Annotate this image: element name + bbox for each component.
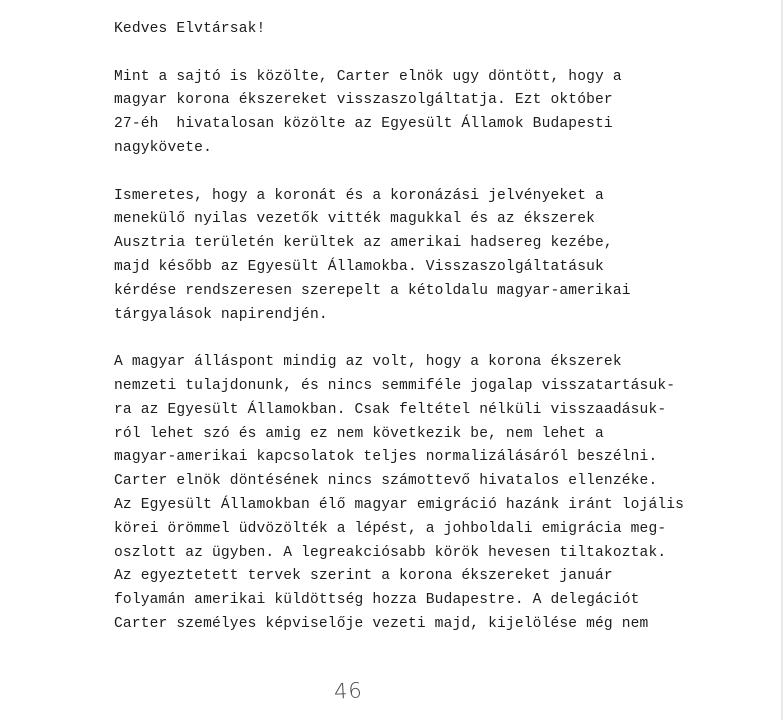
text-line: 27-éh hivatalosan közölte az Egyesült Államok Budapesti [114, 116, 613, 133]
text-line: Ismeretes, hogy a koronát és a koronázási jelvényeket a [114, 187, 604, 204]
text-line: oszlott az ügyben. A legreakciósabb körök hevesen tiltakoztak. [114, 544, 667, 561]
text-line: Az egyeztetett tervek szerint a korona ékszereket január [114, 568, 613, 585]
text-line: Mint a sajtó is közölte, Carter elnök ugy döntött, hogy a [114, 68, 622, 85]
handwritten-page-number: 46 [333, 678, 364, 704]
paragraph-1 [114, 66, 754, 161]
paragraph-2 [114, 185, 754, 328]
text-line: tárgyalások napirendjén. [114, 306, 328, 323]
text-line: kérdése rendszeresen szerepelt a kétoldalu magyar-amerikai [114, 282, 631, 299]
text-line: magyar korona ékszereket visszaszolgáltatja. Ezt október [114, 92, 613, 109]
text-line: Az Egyesült Államokban élő magyar emigráció hazánk iránt lojális [114, 496, 685, 513]
text-line: nagykövete. [114, 139, 212, 156]
text-line: Carter elnök döntésének nincs számottevő hivatalos ellenzéke. [114, 473, 658, 490]
text-line: körei örömmel üdvözölték a lépést, a johboldali emigrácia meg- [114, 520, 667, 537]
text-line: ra az Egyesült Államokban. Csak feltétel nélküli visszaadásuk- [114, 401, 667, 418]
salutation [114, 18, 754, 42]
text-line: Kedves Elvtársak! [114, 21, 266, 37]
typewritten-text [114, 18, 754, 661]
text-line: ról lehet szó és amig ez nem következik be, nem lehet a [114, 425, 604, 442]
paragraph-3 [114, 351, 754, 637]
text-line: magyar-amerikai kapcsolatok teljes normalizálásáról beszélni. [114, 449, 658, 466]
text-line: folyamán amerikai küldöttség hozza Budapestre. A delegációt [114, 592, 640, 609]
text-line: Ausztria területén kerültek az amerikai hadsereg kezébe, [114, 235, 613, 252]
text-line: menekülő nyilas vezetők vitték magukkal és az ékszerek [114, 211, 596, 228]
text-line: majd később az Egyesült Államokba. Visszaszolgáltatásuk [114, 258, 604, 275]
text-line: nemzeti tulajdonunk, és nincs semmiféle jogalap visszatartásuk- [114, 377, 676, 394]
text-line: A magyar álláspont mindig az volt, hogy a korona ékszerek [114, 354, 622, 371]
text-line: Carter személyes képviselője vezeti majd, kijelölése még nem [114, 615, 649, 632]
